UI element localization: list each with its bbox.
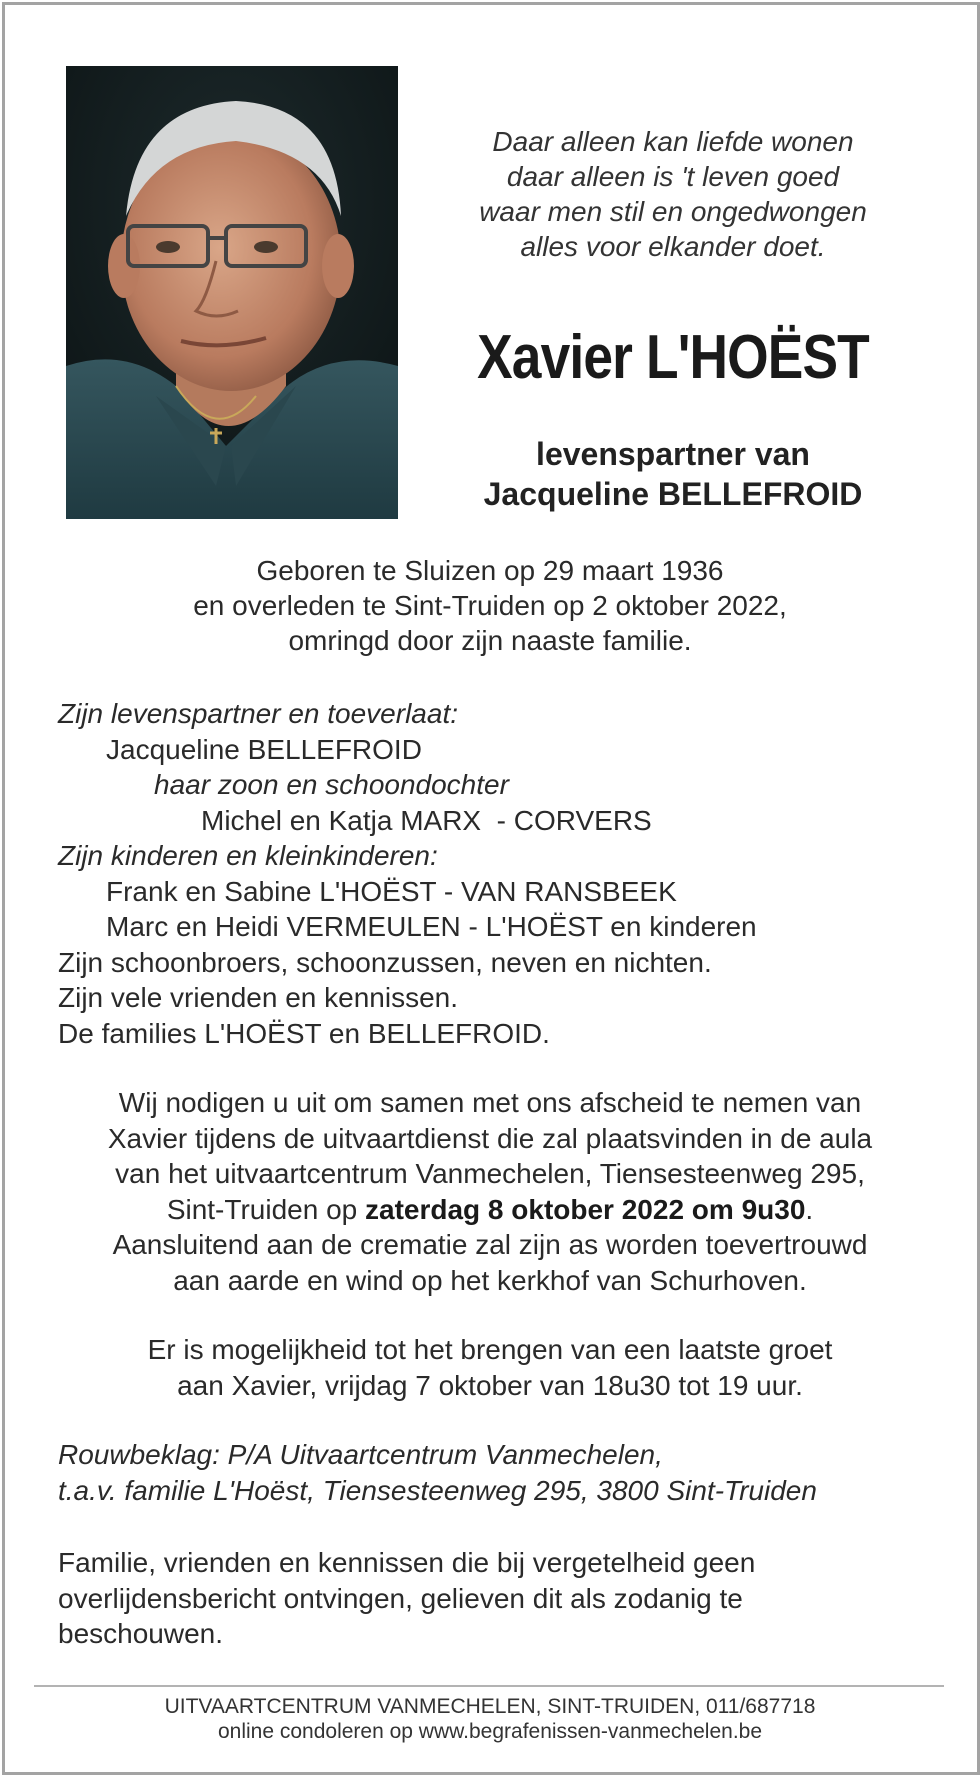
funeral-invitation <box>40 1085 940 1298</box>
condolence-address <box>58 1437 938 1508</box>
invitation-period: . <box>805 1193 814 1225</box>
birth-death-info <box>60 553 920 658</box>
condolence-line: t.a.v. familie L'Hoëst, Tiensesteenweg 295, 3800 Sint-Truiden <box>58 1474 817 1506</box>
family-member: Jacqueline BELLEFROID <box>106 733 422 765</box>
poem-line: alles voor elkander doet. <box>520 231 826 262</box>
funeral-datetime: zaterdag 8 oktober 2022 om 9u30 <box>365 1193 806 1225</box>
family-names: De families L'HOËST en BELLEFROID. <box>58 1017 550 1049</box>
footer-divider <box>34 1685 944 1687</box>
notice-text: Familie, vrienden en kennissen die bij vergetelheid geen overlijdensbericht ontvingen, gelieven dit als zodanig te beschouwen. <box>58 1547 756 1649</box>
family-member: Frank en Sabine L'HOËST - VAN RANSBEEK <box>106 875 677 907</box>
invitation-line <box>40 1192 940 1228</box>
footer <box>40 1694 940 1744</box>
invitation-place: Sint-Truiden op <box>166 1193 365 1225</box>
partner-name: Jacqueline BELLEFROID <box>483 476 863 512</box>
family-subheading: haar zoon en schoondochter <box>154 769 509 800</box>
online-condolence-link[interactable]: online condoleren op www.begrafenissen-vanmechelen.be <box>217 1720 763 1743</box>
family-member: Michel en Katja MARX - CORVERS <box>201 804 652 836</box>
partner-label: levenspartner van <box>536 436 810 472</box>
greeting-line: Er is mogelijkheid tot het brengen van een laatste groet <box>147 1334 833 1365</box>
poem-line: daar alleen is 't leven goed <box>506 161 840 192</box>
family-heading-children: Zijn kinderen en kleinkinderen: <box>58 840 438 871</box>
death-line: en overleden te Sint-Truiden op 2 oktober 2022, <box>193 590 787 621</box>
invitation-line: van het uitvaartcentrum Vanmechelen, Tiensesteenweg 295, <box>115 1158 865 1189</box>
invitation-line: Aansluitend aan de crematie zal zijn as worden toevertrouwd <box>112 1229 868 1260</box>
condolence-line: Rouwbeklag: P/A Uitvaartcentrum Vanmechelen, <box>58 1439 663 1470</box>
family-friends: Zijn vele vrienden en kennissen. <box>58 982 459 1013</box>
family-present-line: omringd door zijn naaste familie. <box>288 625 692 656</box>
invitation-line: aan aarde en wind op het kerkhof van Schurhoven. <box>173 1264 807 1296</box>
family-member: Marc en Heidi VERMEULEN - L'HOËST en kinderen <box>106 911 757 942</box>
portrait-photo <box>66 66 398 519</box>
poem <box>440 124 906 264</box>
funeral-home-info: UITVAARTCENTRUM VANMECHELEN, SINT-TRUIDEN, 011/687718 <box>164 1695 816 1718</box>
partner-info <box>440 434 906 514</box>
family-relatives: Zijn schoonbroers, schoonzussen, neven en nichten. <box>58 946 712 978</box>
deceased-name: Xavier L'HOËST <box>477 323 869 392</box>
family-heading-partner: Zijn levenspartner en toeverlaat: <box>58 698 458 729</box>
family-list <box>58 696 938 1051</box>
invitation-line: Wij nodigen u uit om samen met ons afscheid te nemen van <box>118 1087 862 1118</box>
birth-line: Geboren te Sluizen op 29 maart 1936 <box>256 555 724 586</box>
poem-line: waar men stil en ongedwongen <box>479 196 867 227</box>
invitation-line: Xavier tijdens de uitvaartdienst die zal plaatsvinden in de aula <box>107 1122 873 1154</box>
poem-line: Daar alleen kan liefde wonen <box>492 126 854 157</box>
greeting-line: aan Xavier, vrijdag 7 oktober van 18u30 tot 19 uur. <box>177 1369 803 1401</box>
last-greeting <box>40 1332 940 1403</box>
